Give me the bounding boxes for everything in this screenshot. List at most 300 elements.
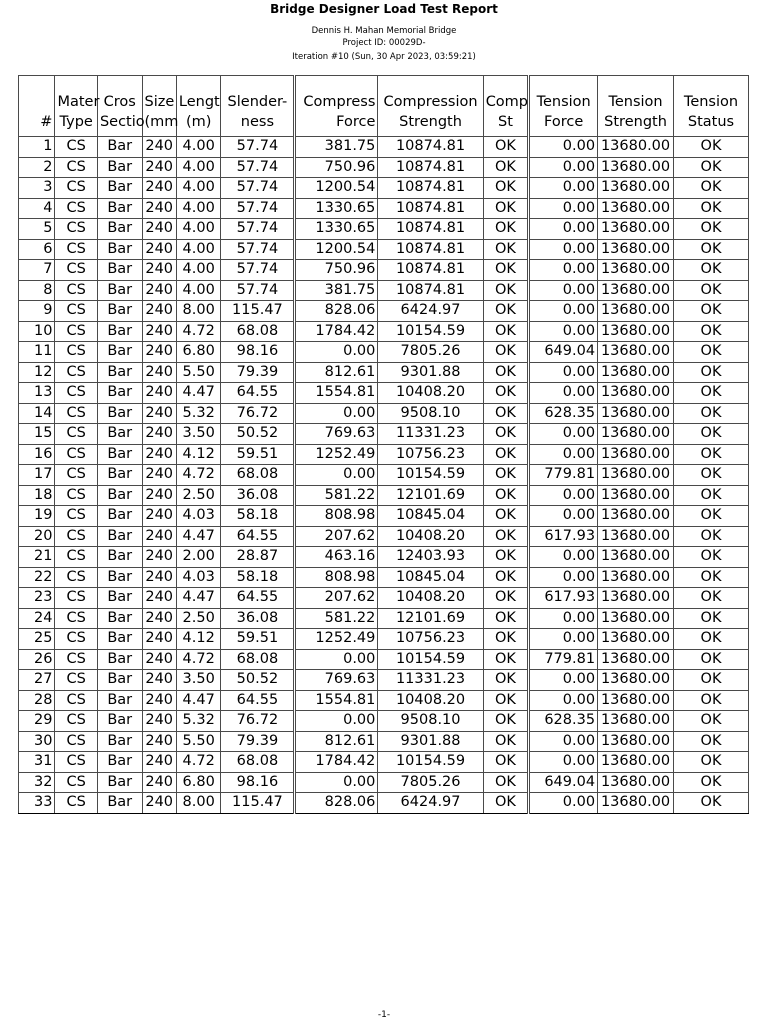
cell-slenderness: 115.47 xyxy=(221,793,295,814)
table-row xyxy=(19,219,749,240)
cell-compression-force: 0.00 xyxy=(295,342,378,363)
cell-length: 2.50 xyxy=(176,608,221,629)
cell-size: 240 xyxy=(142,649,176,670)
cell-tension-force: 0.00 xyxy=(529,239,598,260)
cell-compression-force: 207.62 xyxy=(295,588,378,609)
table-row xyxy=(19,342,749,363)
cell-compression-status: OK xyxy=(483,608,529,629)
cell-length: 4.00 xyxy=(176,219,221,240)
cell-compression-status: OK xyxy=(483,731,529,752)
cell-tension-status: OK xyxy=(674,178,749,199)
header-compression-force xyxy=(295,76,378,137)
cell-member-number: 18 xyxy=(19,485,55,506)
header-tension-status xyxy=(674,76,749,137)
cell-slenderness: 28.87 xyxy=(221,547,295,568)
table-row xyxy=(19,649,749,670)
cell-length: 8.00 xyxy=(176,301,221,322)
cell-slenderness: 57.74 xyxy=(221,178,295,199)
cell-size: 240 xyxy=(142,157,176,178)
cell-size: 240 xyxy=(142,752,176,773)
cell-material-type: CS xyxy=(55,752,98,773)
cell-length: 2.50 xyxy=(176,485,221,506)
cell-tension-force: 649.04 xyxy=(529,342,598,363)
cell-material-type: CS xyxy=(55,485,98,506)
cell-material-type: CS xyxy=(55,342,98,363)
cell-material-type: CS xyxy=(55,362,98,383)
cell-length: 4.12 xyxy=(176,629,221,650)
cell-tension-status: OK xyxy=(674,772,749,793)
cell-length: 4.47 xyxy=(176,588,221,609)
cell-material-type: CS xyxy=(55,608,98,629)
cell-compression-force: 1330.65 xyxy=(295,198,378,219)
cell-tension-status: OK xyxy=(674,567,749,588)
cell-tension-status: OK xyxy=(674,301,749,322)
cell-tension-status: OK xyxy=(674,485,749,506)
cell-compression-force: 381.75 xyxy=(295,280,378,301)
cell-cross-section: Bar xyxy=(97,670,142,691)
header-size-line: Size xyxy=(144,94,175,110)
cell-compression-strength: 10874.81 xyxy=(378,157,483,178)
cell-tension-force: 0.00 xyxy=(529,670,598,691)
cell-slenderness: 57.74 xyxy=(221,137,295,158)
cell-compression-force: 812.61 xyxy=(295,731,378,752)
cell-compression-strength: 10874.81 xyxy=(378,260,483,281)
cell-compression-force: 828.06 xyxy=(295,301,378,322)
cell-tension-status: OK xyxy=(674,608,749,629)
cell-compression-status: OK xyxy=(483,670,529,691)
cell-tension-force: 0.00 xyxy=(529,424,598,445)
table-row xyxy=(19,506,749,527)
table-row xyxy=(19,567,749,588)
header-member-number-line: # xyxy=(40,114,53,130)
cell-size: 240 xyxy=(142,629,176,650)
cell-size: 240 xyxy=(142,772,176,793)
cell-compression-status: OK xyxy=(483,178,529,199)
cell-compression-status: OK xyxy=(483,485,529,506)
cell-tension-status: OK xyxy=(674,239,749,260)
cell-length: 6.80 xyxy=(176,342,221,363)
cell-size: 240 xyxy=(142,711,176,732)
table-row xyxy=(19,711,749,732)
cell-compression-strength: 10756.23 xyxy=(378,444,483,465)
cell-tension-strength: 13680.00 xyxy=(598,588,674,609)
cell-size: 240 xyxy=(142,608,176,629)
cell-tension-force: 628.35 xyxy=(529,711,598,732)
cell-member-number: 17 xyxy=(19,465,55,486)
cell-tension-status: OK xyxy=(674,342,749,363)
cell-length: 4.47 xyxy=(176,383,221,404)
cell-tension-force: 0.00 xyxy=(529,137,598,158)
cell-tension-strength: 13680.00 xyxy=(598,793,674,814)
cell-compression-status: OK xyxy=(483,588,529,609)
header-cross-section-line: Sectio xyxy=(99,114,145,130)
cell-material-type: CS xyxy=(55,793,98,814)
cell-member-number: 14 xyxy=(19,403,55,424)
cell-compression-status: OK xyxy=(483,403,529,424)
cell-compression-status: OK xyxy=(483,301,529,322)
cell-compression-strength: 10756.23 xyxy=(378,629,483,650)
cell-member-number: 30 xyxy=(19,731,55,752)
cell-cross-section: Bar xyxy=(97,506,142,527)
cell-size: 240 xyxy=(142,219,176,240)
cell-compression-force: 812.61 xyxy=(295,362,378,383)
cell-member-number: 2 xyxy=(19,157,55,178)
iteration-info: Iteration #10 (Sun, 30 Apr 2023, 03:59:21) xyxy=(292,52,476,62)
table-row xyxy=(19,301,749,322)
cell-tension-force: 0.00 xyxy=(529,383,598,404)
cell-tension-strength: 13680.00 xyxy=(598,198,674,219)
cell-compression-status: OK xyxy=(483,444,529,465)
cell-compression-strength: 10845.04 xyxy=(378,506,483,527)
page-number: -1- xyxy=(377,1010,391,1020)
cell-slenderness: 98.16 xyxy=(221,772,295,793)
cell-material-type: CS xyxy=(55,629,98,650)
header-compression-strength-line: Compression xyxy=(383,94,478,110)
cell-length: 4.72 xyxy=(176,752,221,773)
cell-size: 240 xyxy=(142,670,176,691)
cell-tension-force: 0.00 xyxy=(529,178,598,199)
table-row xyxy=(19,424,749,445)
header-size xyxy=(142,76,179,137)
cell-cross-section: Bar xyxy=(97,444,142,465)
cell-member-number: 21 xyxy=(19,547,55,568)
cell-material-type: CS xyxy=(55,424,98,445)
cell-tension-status: OK xyxy=(674,321,749,342)
cell-member-number: 15 xyxy=(19,424,55,445)
cell-member-number: 8 xyxy=(19,280,55,301)
cell-slenderness: 50.52 xyxy=(221,424,295,445)
cell-material-type: CS xyxy=(55,690,98,711)
cell-material-type: CS xyxy=(55,383,98,404)
header-material-type-line: Type xyxy=(59,114,93,130)
cell-compression-force: 0.00 xyxy=(295,649,378,670)
cell-compression-strength: 10874.81 xyxy=(378,198,483,219)
cell-length: 4.47 xyxy=(176,690,221,711)
cell-length: 4.00 xyxy=(176,198,221,219)
cell-cross-section: Bar xyxy=(97,649,142,670)
cell-tension-status: OK xyxy=(674,506,749,527)
cell-length: 4.00 xyxy=(176,280,221,301)
cell-tension-status: OK xyxy=(674,629,749,650)
cell-tension-strength: 13680.00 xyxy=(598,219,674,240)
cell-tension-force: 0.00 xyxy=(529,260,598,281)
table-row xyxy=(19,629,749,650)
cell-slenderness: 58.18 xyxy=(221,506,295,527)
header-length-line: Lengt xyxy=(178,94,220,110)
cell-tension-force: 0.00 xyxy=(529,690,598,711)
cell-member-number: 32 xyxy=(19,772,55,793)
cell-length: 4.47 xyxy=(176,526,221,547)
cell-compression-status: OK xyxy=(483,362,529,383)
cell-cross-section: Bar xyxy=(97,690,142,711)
cell-tension-force: 0.00 xyxy=(529,567,598,588)
cell-tension-strength: 13680.00 xyxy=(598,485,674,506)
cell-tension-force: 0.00 xyxy=(529,198,598,219)
cell-cross-section: Bar xyxy=(97,239,142,260)
table-row xyxy=(19,137,749,158)
cell-member-number: 16 xyxy=(19,444,55,465)
cell-member-number: 29 xyxy=(19,711,55,732)
cell-material-type: CS xyxy=(55,506,98,527)
cell-compression-strength: 10154.59 xyxy=(378,649,483,670)
table-row xyxy=(19,526,749,547)
cell-tension-strength: 13680.00 xyxy=(598,547,674,568)
table-row xyxy=(19,465,749,486)
cell-tension-force: 628.35 xyxy=(529,403,598,424)
cell-tension-strength: 13680.00 xyxy=(598,362,674,383)
cell-slenderness: 68.08 xyxy=(221,752,295,773)
cell-tension-force: 0.00 xyxy=(529,629,598,650)
cell-tension-strength: 13680.00 xyxy=(598,711,674,732)
header-compression-strength-line: Strength xyxy=(399,114,462,130)
report-title: Bridge Designer Load Test Report xyxy=(270,2,498,16)
cell-tension-strength: 13680.00 xyxy=(598,649,674,670)
cell-cross-section: Bar xyxy=(97,342,142,363)
cell-compression-force: 769.63 xyxy=(295,424,378,445)
cell-material-type: CS xyxy=(55,444,98,465)
header-length xyxy=(176,76,221,137)
cell-size: 240 xyxy=(142,383,176,404)
cell-size: 240 xyxy=(142,280,176,301)
cell-length: 5.32 xyxy=(176,403,221,424)
table-row xyxy=(19,178,749,199)
table-row xyxy=(19,198,749,219)
cell-compression-status: OK xyxy=(483,526,529,547)
cell-compression-strength: 9508.10 xyxy=(378,403,483,424)
cell-compression-force: 0.00 xyxy=(295,465,378,486)
cell-tension-force: 0.00 xyxy=(529,362,598,383)
cell-member-number: 19 xyxy=(19,506,55,527)
cell-size: 240 xyxy=(142,690,176,711)
cell-compression-force: 808.98 xyxy=(295,567,378,588)
cell-size: 240 xyxy=(142,424,176,445)
cell-length: 4.72 xyxy=(176,321,221,342)
cell-tension-strength: 13680.00 xyxy=(598,772,674,793)
header-cross-section xyxy=(97,76,145,137)
header-member-number xyxy=(19,76,55,137)
cell-size: 240 xyxy=(142,485,176,506)
cell-compression-strength: 10408.20 xyxy=(378,526,483,547)
cell-length: 3.50 xyxy=(176,424,221,445)
cell-tension-strength: 13680.00 xyxy=(598,260,674,281)
cell-compression-status: OK xyxy=(483,506,529,527)
cell-material-type: CS xyxy=(55,178,98,199)
cell-material-type: CS xyxy=(55,239,98,260)
cell-tension-force: 0.00 xyxy=(529,547,598,568)
header-slenderness xyxy=(221,76,295,137)
header-tension-strength xyxy=(598,76,674,137)
cell-slenderness: 57.74 xyxy=(221,239,295,260)
cell-tension-status: OK xyxy=(674,219,749,240)
cell-cross-section: Bar xyxy=(97,198,142,219)
cell-tension-strength: 13680.00 xyxy=(598,178,674,199)
cell-compression-status: OK xyxy=(483,157,529,178)
cell-tension-status: OK xyxy=(674,731,749,752)
cell-material-type: CS xyxy=(55,403,98,424)
cell-compression-force: 463.16 xyxy=(295,547,378,568)
cell-compression-status: OK xyxy=(483,629,529,650)
cell-length: 4.00 xyxy=(176,260,221,281)
cell-slenderness: 57.74 xyxy=(221,157,295,178)
cell-compression-strength: 12403.93 xyxy=(378,547,483,568)
cell-member-number: 3 xyxy=(19,178,55,199)
cell-compression-strength: 11331.23 xyxy=(378,670,483,691)
cell-cross-section: Bar xyxy=(97,772,142,793)
cell-compression-strength: 12101.69 xyxy=(378,485,483,506)
cell-tension-strength: 13680.00 xyxy=(598,280,674,301)
table-row xyxy=(19,793,749,814)
cell-tension-status: OK xyxy=(674,752,749,773)
cell-tension-strength: 13680.00 xyxy=(598,567,674,588)
cell-cross-section: Bar xyxy=(97,137,142,158)
cell-length: 4.00 xyxy=(176,157,221,178)
cell-compression-strength: 10845.04 xyxy=(378,567,483,588)
header-compression-force-line: Force xyxy=(336,114,376,130)
cell-tension-status: OK xyxy=(674,280,749,301)
cell-slenderness: 57.74 xyxy=(221,198,295,219)
cell-tension-status: OK xyxy=(674,157,749,178)
cell-compression-status: OK xyxy=(483,137,529,158)
cell-size: 240 xyxy=(142,547,176,568)
cell-tension-force: 0.00 xyxy=(529,444,598,465)
cell-tension-force: 0.00 xyxy=(529,280,598,301)
cell-cross-section: Bar xyxy=(97,301,142,322)
table-row xyxy=(19,157,749,178)
cell-compression-force: 1554.81 xyxy=(295,690,378,711)
cell-member-number: 27 xyxy=(19,670,55,691)
cell-slenderness: 59.51 xyxy=(221,444,295,465)
header-tension-status-line: Status xyxy=(687,114,735,130)
cell-tension-status: OK xyxy=(674,137,749,158)
cell-slenderness: 76.72 xyxy=(221,403,295,424)
cell-compression-status: OK xyxy=(483,260,529,281)
cell-material-type: CS xyxy=(55,321,98,342)
cell-compression-strength: 9301.88 xyxy=(378,362,483,383)
cell-compression-status: OK xyxy=(483,649,529,670)
cell-length: 5.32 xyxy=(176,711,221,732)
cell-cross-section: Bar xyxy=(97,547,142,568)
cell-member-number: 22 xyxy=(19,567,55,588)
cell-slenderness: 64.55 xyxy=(221,588,295,609)
cell-tension-force: 0.00 xyxy=(529,752,598,773)
cell-tension-status: OK xyxy=(674,444,749,465)
table-body xyxy=(19,137,749,814)
cell-tension-status: OK xyxy=(674,547,749,568)
cell-compression-strength: 10874.81 xyxy=(378,219,483,240)
cell-tension-status: OK xyxy=(674,383,749,404)
cell-member-number: 26 xyxy=(19,649,55,670)
cell-length: 4.72 xyxy=(176,649,221,670)
cell-cross-section: Bar xyxy=(97,526,142,547)
cell-slenderness: 36.08 xyxy=(221,485,295,506)
cell-compression-force: 808.98 xyxy=(295,506,378,527)
cell-cross-section: Bar xyxy=(97,424,142,445)
cell-compression-strength: 10154.59 xyxy=(378,752,483,773)
cell-size: 240 xyxy=(142,506,176,527)
cell-length: 2.00 xyxy=(176,547,221,568)
header-tension-status-line: Tension xyxy=(683,94,739,110)
cell-material-type: CS xyxy=(55,137,98,158)
cell-tension-force: 779.81 xyxy=(529,649,598,670)
cell-tension-strength: 13680.00 xyxy=(598,506,674,527)
cell-tension-status: OK xyxy=(674,711,749,732)
header-length-line: (m) xyxy=(185,114,212,130)
cell-slenderness: 68.08 xyxy=(221,465,295,486)
cell-tension-status: OK xyxy=(674,424,749,445)
cell-tension-strength: 13680.00 xyxy=(598,444,674,465)
cell-compression-status: OK xyxy=(483,547,529,568)
header-tension-force-line: Tension xyxy=(536,94,591,110)
cell-member-number: 24 xyxy=(19,608,55,629)
cell-cross-section: Bar xyxy=(97,711,142,732)
cell-material-type: CS xyxy=(55,670,98,691)
cell-tension-strength: 13680.00 xyxy=(598,403,674,424)
cell-tension-strength: 13680.00 xyxy=(598,342,674,363)
cell-tension-force: 0.00 xyxy=(529,506,598,527)
cell-length: 3.50 xyxy=(176,670,221,691)
cell-member-number: 20 xyxy=(19,526,55,547)
cell-compression-status: OK xyxy=(483,198,529,219)
cell-tension-strength: 13680.00 xyxy=(598,301,674,322)
cell-tension-force: 617.93 xyxy=(529,526,598,547)
cell-compression-status: OK xyxy=(483,752,529,773)
header-slenderness-line: ness xyxy=(240,114,275,130)
cell-slenderness: 64.55 xyxy=(221,383,295,404)
cell-compression-strength: 10408.20 xyxy=(378,690,483,711)
cell-compression-force: 750.96 xyxy=(295,157,378,178)
cell-slenderness: 68.08 xyxy=(221,321,295,342)
cell-slenderness: 58.18 xyxy=(221,567,295,588)
cell-compression-strength: 12101.69 xyxy=(378,608,483,629)
header-compression-status xyxy=(483,76,529,137)
cell-compression-strength: 10874.81 xyxy=(378,137,483,158)
cell-member-number: 10 xyxy=(19,321,55,342)
table-row xyxy=(19,239,749,260)
cell-tension-force: 779.81 xyxy=(529,465,598,486)
cell-tension-strength: 13680.00 xyxy=(598,526,674,547)
cell-size: 240 xyxy=(142,567,176,588)
cell-size: 240 xyxy=(142,465,176,486)
cell-compression-strength: 10408.20 xyxy=(378,383,483,404)
cell-length: 8.00 xyxy=(176,793,221,814)
cell-compression-strength: 6424.97 xyxy=(378,301,483,322)
cell-tension-force: 0.00 xyxy=(529,793,598,814)
cell-tension-strength: 13680.00 xyxy=(598,321,674,342)
bridge-name: Dennis H. Mahan Memorial Bridge xyxy=(311,26,457,36)
cell-material-type: CS xyxy=(55,772,98,793)
cell-slenderness: 57.74 xyxy=(221,219,295,240)
cell-size: 240 xyxy=(142,342,176,363)
cell-compression-status: OK xyxy=(483,772,529,793)
cell-material-type: CS xyxy=(55,526,98,547)
cell-size: 240 xyxy=(142,362,176,383)
cell-tension-strength: 13680.00 xyxy=(598,383,674,404)
cell-length: 4.00 xyxy=(176,137,221,158)
cell-member-number: 11 xyxy=(19,342,55,363)
cell-size: 240 xyxy=(142,444,176,465)
table-row xyxy=(19,547,749,568)
table-row xyxy=(19,321,749,342)
cell-material-type: CS xyxy=(55,547,98,568)
cell-member-number: 9 xyxy=(19,301,55,322)
cell-tension-status: OK xyxy=(674,793,749,814)
cell-tension-force: 649.04 xyxy=(529,772,598,793)
cell-compression-strength: 10154.59 xyxy=(378,321,483,342)
cell-tension-force: 0.00 xyxy=(529,321,598,342)
cell-compression-force: 1784.42 xyxy=(295,752,378,773)
cell-tension-status: OK xyxy=(674,403,749,424)
cell-tension-force: 0.00 xyxy=(529,731,598,752)
